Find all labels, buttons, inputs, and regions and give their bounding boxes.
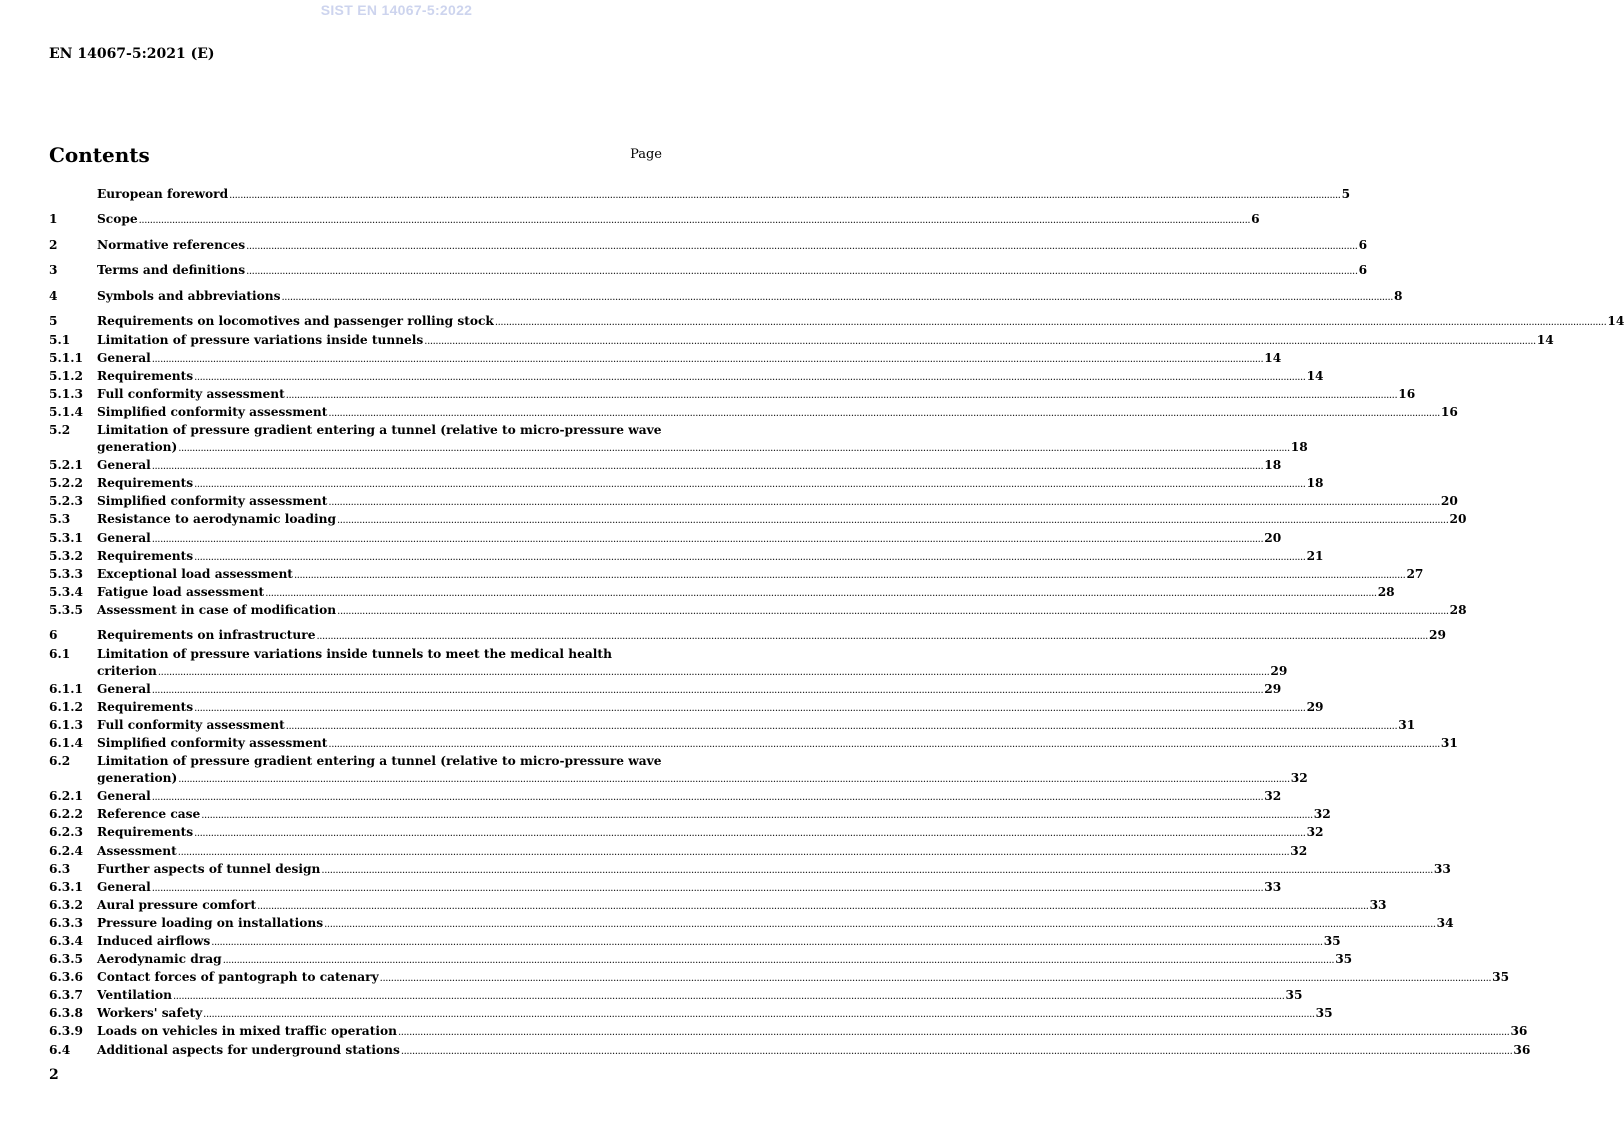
toc-entry-title: Full conformity assessment <box>97 717 285 732</box>
toc-entry-page: 28 <box>1377 584 1395 599</box>
toc-entry-page: 18 <box>1306 476 1324 491</box>
toc-entry-number: 6.3.5 <box>49 952 83 967</box>
toc-entry-title: Further aspects of tunnel design <box>97 861 321 876</box>
toc-leader-dots: ................................................................................................................................................................................................................................................................................................................................................................................................................ <box>328 407 1440 419</box>
toc-entry[interactable] <box>49 717 1416 735</box>
toc-entry-title-first-line: Limitation of pressure gradient entering a tunnel (relative to micro-pressure wave <box>97 754 662 769</box>
toc-entry-page: 6 <box>1358 263 1368 278</box>
toc-entry[interactable] <box>49 288 1403 306</box>
toc-entry[interactable] <box>49 897 1387 915</box>
toc-entry-title: General <box>97 530 151 545</box>
toc-entry-number: 6.3.9 <box>49 1024 83 1039</box>
toc-entry-title: generation) <box>97 771 178 786</box>
toc-entry[interactable] <box>49 262 1368 280</box>
toc-leader-dots: ................................................................................................................................................................................................................................................................................................................................................................................................................ <box>328 497 1440 509</box>
toc-entry[interactable] <box>49 735 1458 753</box>
toc-leader-dots: ................................................................................................................................................................................................................................................................................................................................................................................................................ <box>321 864 1433 876</box>
toc-leader-dots: ................................................................................................................................................................................................................................................................................................................................................................................................................ <box>194 551 1306 563</box>
toc-entry[interactable] <box>49 211 1260 229</box>
toc-leader-dots: ................................................................................................................................................................................................................................................................................................................................................................................................................ <box>151 353 1264 365</box>
toc-leader-dots: ................................................................................................................................................................................................................................................................................................................................................................................................................ <box>246 240 1358 252</box>
toc-leader-dots: ................................................................................................................................................................................................................................................................................................................................................................................................................ <box>285 389 1398 401</box>
toc-entry-number: 5.2 <box>49 422 71 437</box>
toc-leader-dots: ................................................................................................................................................................................................................................................................................................................................................................................................................ <box>229 190 1341 201</box>
toc-entry-page: 18 <box>1290 440 1308 455</box>
toc-entry-title: Requirements on infrastructure <box>97 628 316 643</box>
toc-entry-number: 6.1.1 <box>49 681 83 696</box>
toc-leader-dots: ................................................................................................................................................................................................................................................................................................................................................................................................................ <box>328 738 1440 750</box>
toc-entry-title: Assessment in case of modification <box>97 602 337 617</box>
toc-entry[interactable] <box>49 332 1554 350</box>
toc-entry-number: 5.2.1 <box>49 458 83 473</box>
toc-leader-dots: ................................................................................................................................................................................................................................................................................................................................................................................................................ <box>151 882 1264 894</box>
toc-leader-dots: ................................................................................................................................................................................................................................................................................................................................................................................................................ <box>494 317 1607 329</box>
toc-entry[interactable] <box>49 987 1303 1005</box>
toc-entry[interactable] <box>49 457 1282 475</box>
toc-entry[interactable] <box>49 368 1324 386</box>
toc-entry-title: Simplified conformity assessment <box>97 494 328 509</box>
toc-entry[interactable] <box>49 843 1308 861</box>
toc-entry-title: Contact forces of pantograph to catenary <box>97 970 379 985</box>
toc-entry-title: Resistance to aerodynamic loading <box>97 512 336 527</box>
toc-entry-page: 20 <box>1449 512 1467 527</box>
toc-entry-title: Requirements on locomotives and passenger rolling stock <box>97 314 494 329</box>
toc-leader-dots: ................................................................................................................................................................................................................................................................................................................................................................................................................ <box>316 631 1428 643</box>
toc-entry-title: generation) <box>97 440 178 455</box>
toc-leader-dots: ................................................................................................................................................................................................................................................................................................................................................................................................................ <box>203 1009 1315 1021</box>
toc-entry-page: 21 <box>1306 548 1324 563</box>
toc-leader-dots: ................................................................................................................................................................................................................................................................................................................................................................................................................ <box>336 515 1449 527</box>
toc-entry-number: 5.3.3 <box>49 566 83 581</box>
toc-entry-title: Simplified conformity assessment <box>97 404 328 419</box>
toc-entry-number: 6.3.1 <box>49 879 83 894</box>
toc-entry-title: Pressure loading on installations <box>97 915 324 930</box>
toc-entry[interactable] <box>49 753 1308 788</box>
toc-entry-page: 32 <box>1290 843 1308 858</box>
toc-entry-title: Induced airflows <box>97 934 211 948</box>
watermark: SIST EN 14067-5:2022 <box>320 2 473 18</box>
toc-entry-title: Assessment <box>97 843 177 858</box>
toc-entry[interactable] <box>49 475 1324 493</box>
toc-entry-title: Aerodynamic drag <box>97 952 222 967</box>
toc-entry-number: 5.1.1 <box>49 350 83 365</box>
toc-entry-page: 29 <box>1306 699 1324 714</box>
toc-entry-page: 32 <box>1290 771 1308 786</box>
toc-leader-dots: ................................................................................................................................................................................................................................................................................................................................................................................................................ <box>194 828 1306 840</box>
toc-leader-dots: ................................................................................................................................................................................................................................................................................................................................................................................................................ <box>400 1045 1513 1057</box>
toc-entry-number: 6.2.3 <box>49 825 83 840</box>
toc-entry-number: 5.1.3 <box>49 386 83 401</box>
toc-entry-number: 5.2.3 <box>49 494 83 509</box>
toc-entry-number: 6.2.2 <box>49 807 83 822</box>
toc-leader-dots: ................................................................................................................................................................................................................................................................................................................................................................................................................ <box>178 443 1290 455</box>
toc-entry-page: 34 <box>1436 915 1454 930</box>
toc-entry-page: 32 <box>1264 789 1282 804</box>
toc-leader-dots: ................................................................................................................................................................................................................................................................................................................................................................................................................ <box>293 569 1406 581</box>
toc-entry[interactable] <box>49 186 1351 204</box>
toc-entry-number: 6.2.4 <box>49 843 83 858</box>
toc-entry-title: General <box>97 681 151 696</box>
toc-entry-title: General <box>97 458 151 473</box>
toc-entry-number: 6.2 <box>49 754 71 769</box>
toc-leader-dots: ................................................................................................................................................................................................................................................................................................................................................................................................................ <box>337 605 1449 617</box>
toc-entry[interactable] <box>49 806 1331 824</box>
toc-entry[interactable] <box>49 699 1324 717</box>
toc-entry-title: Aural pressure comfort <box>97 897 257 912</box>
toc-leader-dots: ................................................................................................................................................................................................................................................................................................................................................................................................................ <box>324 918 1436 930</box>
toc-leader-dots: ................................................................................................................................................................................................................................................................................................................................................................................................................ <box>151 792 1264 804</box>
toc-entry-number: 5.3.5 <box>49 602 83 617</box>
toc-entry[interactable] <box>49 493 1458 511</box>
toc-entry-page: 35 <box>1492 970 1510 985</box>
toc-entry-page: 32 <box>1313 807 1331 822</box>
toc-entry[interactable] <box>49 1023 1528 1041</box>
toc-entry[interactable] <box>49 969 1510 987</box>
toc-entry-number: 5.1.2 <box>49 368 83 383</box>
toc-entry-title: Reference case <box>97 807 201 822</box>
toc-entry-number: 6.1.3 <box>49 717 83 732</box>
toc-leader-dots: ................................................................................................................................................................................................................................................................................................................................................................................................................ <box>257 900 1369 912</box>
toc-entry-page: 6 <box>1358 237 1368 252</box>
toc-entry[interactable] <box>49 602 1467 620</box>
toc-leader-dots: ................................................................................................................................................................................................................................................................................................................................................................................................................ <box>151 461 1264 473</box>
toc-entry-title: Simplified conformity assessment <box>97 735 328 750</box>
toc-entry-title: Fatigue load assessment <box>97 584 265 599</box>
toc-entry-number: 6.3.7 <box>49 988 83 1003</box>
toc-entry[interactable] <box>49 879 1282 897</box>
toc-leader-dots: ................................................................................................................................................................................................................................................................................................................................................................................................................ <box>285 720 1398 732</box>
toc-entry-page: 16 <box>1398 386 1416 401</box>
toc-leader-dots: ................................................................................................................................................................................................................................................................................................................................................................................................................ <box>281 291 1394 303</box>
toc-entry-page: 36 <box>1510 1024 1528 1039</box>
document-id: EN 14067-5:2021 (E) <box>49 46 215 62</box>
toc-entry[interactable] <box>49 646 1288 681</box>
toc-entry-title: criterion <box>97 663 157 678</box>
toc-entry[interactable] <box>49 350 1282 368</box>
toc-entry-title: Requirements <box>97 825 194 840</box>
toc-entry-page: 18 <box>1264 458 1282 473</box>
toc-entry-page: 32 <box>1306 825 1324 840</box>
toc-entry-title: Requirements <box>97 476 194 491</box>
toc-entry-title: Workers' safety <box>97 1006 203 1021</box>
toc-entry-page: 20 <box>1440 494 1458 509</box>
toc-entry-title: Requirements <box>97 548 194 563</box>
toc-entry-number: 5.2.2 <box>49 476 83 491</box>
toc-entry[interactable] <box>49 627 1446 645</box>
toc-entry-page: 27 <box>1406 566 1424 581</box>
toc-entry[interactable] <box>49 861 1451 879</box>
toc-entry[interactable] <box>49 530 1282 548</box>
toc-entry-title: General <box>97 350 151 365</box>
toc-leader-dots: ................................................................................................................................................................................................................................................................................................................................................................................................................ <box>424 335 1536 347</box>
toc-entry-number: 5.1.4 <box>49 404 83 419</box>
toc-entry-title: Loads on vehicles in mixed traffic operation <box>97 1024 397 1039</box>
toc-entry[interactable] <box>49 915 1454 933</box>
toc-entry-number: 6.2.1 <box>49 789 83 804</box>
contents-title: Contents <box>49 143 150 167</box>
toc-leader-dots: ................................................................................................................................................................................................................................................................................................................................................................................................................ <box>151 684 1264 696</box>
toc-entry[interactable] <box>49 1042 1531 1060</box>
toc-entry-page: 35 <box>1323 934 1341 948</box>
toc-leader-dots: ................................................................................................................................................................................................................................................................................................................................................................................................................ <box>397 1027 1510 1039</box>
toc-entry-number: 6.3.2 <box>49 897 83 912</box>
toc-entry-number: 6.4 <box>49 1042 71 1057</box>
toc-entry-number: 6.3 <box>49 861 71 876</box>
toc-entry-title: Scope <box>97 212 138 227</box>
toc-entry[interactable] <box>49 386 1416 404</box>
toc-entry-title: Full conformity assessment <box>97 386 285 401</box>
toc-entry-title: Requirements <box>97 368 194 383</box>
toc-entry-page: 33 <box>1433 861 1451 876</box>
toc-entry-page: 8 <box>1394 288 1403 303</box>
page-column-label: Page <box>630 147 662 162</box>
toc-entry[interactable] <box>49 824 1324 842</box>
toc-leader-dots: ................................................................................................................................................................................................................................................................................................................................................................................................................ <box>177 846 1290 858</box>
toc-entry-page: 6 <box>1251 212 1260 227</box>
toc-leader-dots: ................................................................................................................................................................................................................................................................................................................................................................................................................ <box>151 533 1264 545</box>
toc-entry-page: 16 <box>1440 404 1458 419</box>
toc-entry-page: 36 <box>1513 1042 1531 1057</box>
toc-leader-dots: ................................................................................................................................................................................................................................................................................................................................................................................................................ <box>222 955 1335 967</box>
toc-entry[interactable] <box>49 548 1324 566</box>
toc-entry-title-first-line: Limitation of pressure variations inside tunnels to meet the medical health <box>97 646 612 661</box>
toc-entry-title: Requirements <box>97 699 194 714</box>
toc-entry-page: 35 <box>1315 1006 1333 1021</box>
toc-entry[interactable] <box>49 1005 1333 1023</box>
toc-entry-page: 29 <box>1428 628 1446 643</box>
toc-entry-page: 14 <box>1536 332 1554 347</box>
toc-entry-title: Ventilation <box>97 988 172 1003</box>
toc-leader-dots: ................................................................................................................................................................................................................................................................................................................................................................................................................ <box>265 587 1377 599</box>
toc-entry-page: 33 <box>1264 879 1282 894</box>
toc-entry-number: 5.3.2 <box>49 548 83 563</box>
toc-leader-dots: ................................................................................................................................................................................................................................................................................................................................................................................................................ <box>194 702 1306 714</box>
toc-entry-number: 6.1 <box>49 646 71 661</box>
toc-entry-page: 35 <box>1335 952 1353 967</box>
toc-entry-page: 33 <box>1369 897 1387 912</box>
toc-entry[interactable] <box>49 404 1458 422</box>
toc-entry-number: 6.3.4 <box>49 934 83 948</box>
toc-entry-number: 6 <box>49 628 58 643</box>
toc-entry-page: 31 <box>1398 717 1416 732</box>
toc-entry-number: 6.3.8 <box>49 1006 83 1021</box>
toc-entry[interactable] <box>49 584 1395 602</box>
toc-leader-dots: ................................................................................................................................................................................................................................................................................................................................................................................................................ <box>178 774 1290 786</box>
toc-entry-number: 5.3.4 <box>49 584 83 599</box>
toc-entry[interactable] <box>49 951 1353 969</box>
toc-entry-page: 29 <box>1264 681 1282 696</box>
toc-entry-title: Additional aspects for underground stations <box>97 1042 400 1057</box>
toc-entry-page: 20 <box>1264 530 1282 545</box>
toc-entry-number: 5.3 <box>49 512 71 527</box>
page-number: 2 <box>49 1067 59 1083</box>
toc-entry-page: 14 <box>1306 368 1324 383</box>
toc-leader-dots: ................................................................................................................................................................................................................................................................................................................................................................................................................ <box>211 937 1323 948</box>
toc-entry-title: Normative references <box>97 237 246 252</box>
toc-leader-dots: ................................................................................................................................................................................................................................................................................................................................................................................................................ <box>138 215 1251 227</box>
toc-entry[interactable] <box>49 933 1341 951</box>
toc-entry-page: 29 <box>1270 663 1288 678</box>
toc-leader-dots: ................................................................................................................................................................................................................................................................................................................................................................................................................ <box>201 810 1313 822</box>
table-of-contents <box>49 186 1624 1060</box>
toc-entry-page: 35 <box>1285 988 1303 1003</box>
toc-entry[interactable] <box>49 566 1424 584</box>
toc-entry[interactable] <box>49 511 1467 529</box>
toc-leader-dots: ................................................................................................................................................................................................................................................................................................................................................................................................................ <box>379 973 1492 985</box>
toc-entry-page: 28 <box>1449 602 1467 617</box>
toc-entry-title: Exceptional load assessment <box>97 566 293 581</box>
toc-entry[interactable] <box>49 788 1282 806</box>
toc-leader-dots: ................................................................................................................................................................................................................................................................................................................................................................................................................ <box>173 991 1285 1003</box>
toc-entry-title: Terms and definitions <box>97 263 246 278</box>
toc-entry-title: European foreword <box>97 187 229 201</box>
toc-entry-number: 5 <box>49 314 58 329</box>
toc-leader-dots: ................................................................................................................................................................................................................................................................................................................................................................................................................ <box>194 479 1306 491</box>
toc-entry-title-first-line: Limitation of pressure gradient entering a tunnel (relative to micro-pressure wave <box>97 422 662 437</box>
toc-entry-number: 6.1.4 <box>49 735 83 750</box>
toc-entry-page: 14 <box>1607 314 1624 329</box>
toc-entry[interactable] <box>49 681 1282 699</box>
toc-entry[interactable] <box>49 422 1308 457</box>
toc-entry-title: Symbols and abbreviations <box>97 288 281 303</box>
toc-entry-number: 6.3.3 <box>49 915 83 930</box>
toc-entry-number: 6.1.2 <box>49 699 83 714</box>
toc-entry-page: 14 <box>1264 350 1282 365</box>
toc-entry-number: 4 <box>49 288 58 303</box>
toc-entry-number: 2 <box>49 237 58 252</box>
toc-entry-page: 31 <box>1440 735 1458 750</box>
toc-entry-title: General <box>97 879 151 894</box>
toc-entry-number: 3 <box>49 263 58 278</box>
toc-entry-title: Limitation of pressure variations inside tunnels <box>97 332 424 347</box>
toc-leader-dots: ................................................................................................................................................................................................................................................................................................................................................................................................................ <box>194 371 1306 383</box>
toc-entry[interactable] <box>49 313 1624 331</box>
toc-leader-dots: ................................................................................................................................................................................................................................................................................................................................................................................................................ <box>157 666 1270 678</box>
toc-entry-number: 6.3.6 <box>49 970 83 985</box>
toc-entry-number: 1 <box>49 212 58 227</box>
toc-entry-number: 5.1 <box>49 332 71 347</box>
toc-leader-dots: ................................................................................................................................................................................................................................................................................................................................................................................................................ <box>246 266 1358 278</box>
toc-entry-page: 5 <box>1341 187 1351 201</box>
toc-entry-title: General <box>97 789 151 804</box>
toc-entry[interactable] <box>49 237 1368 255</box>
toc-entry-number: 5.3.1 <box>49 530 83 545</box>
